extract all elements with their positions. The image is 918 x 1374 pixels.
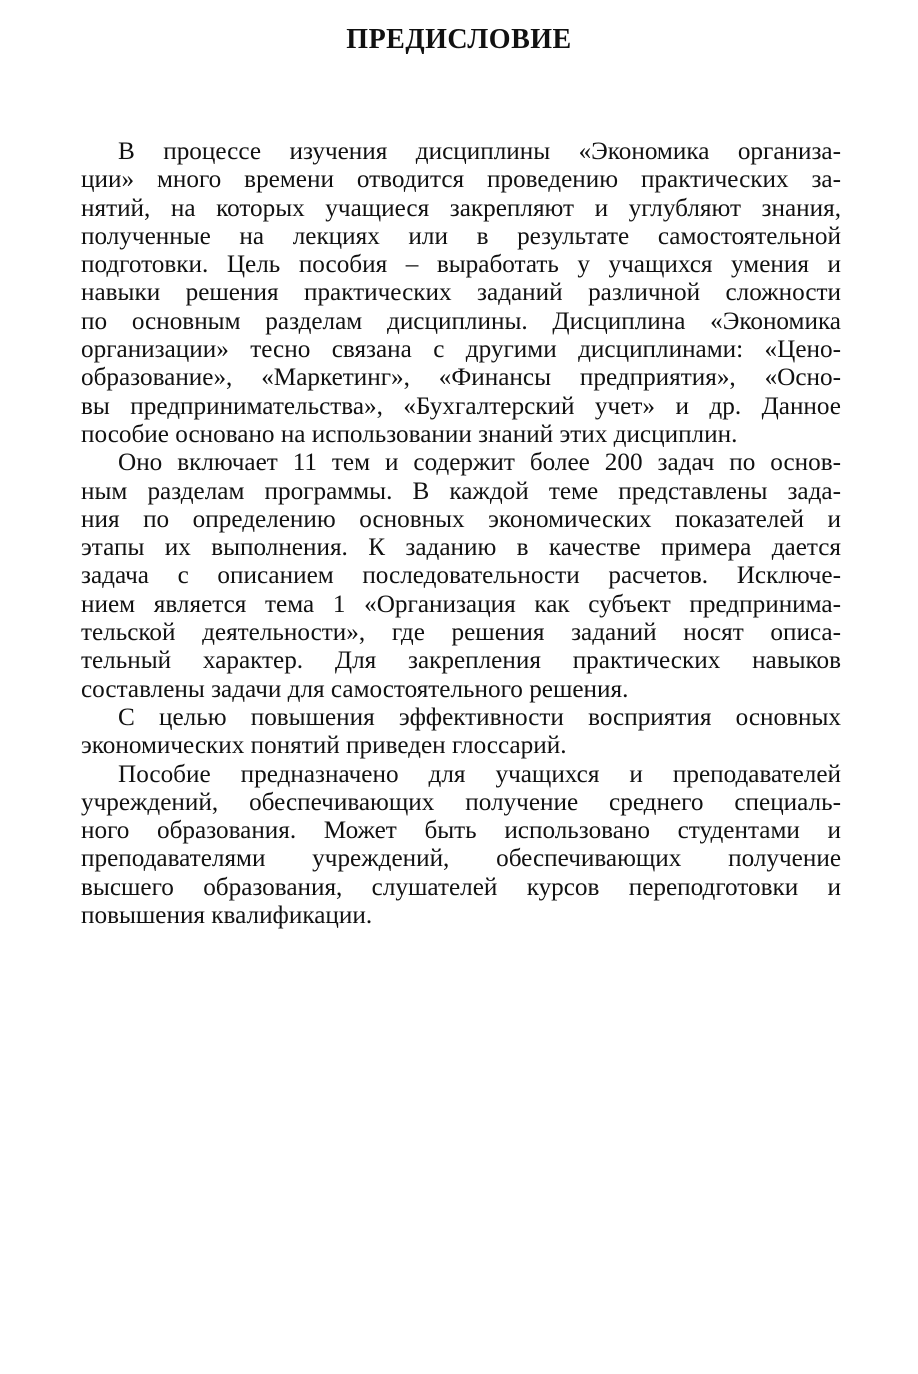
text-line: навыки решения практических заданий различной сложности bbox=[81, 279, 841, 307]
text-line: образование», «Маркетинг», «Финансы предприятия», «Осно- bbox=[81, 364, 841, 392]
text-line: С целью повышения эффективности восприятия основных bbox=[118, 703, 841, 731]
paragraph bbox=[81, 761, 841, 931]
text-line: нятий, на которых учащиеся закрепляют и углубляют знания, bbox=[81, 194, 841, 222]
text-line: ции» много времени отводится проведению практических за- bbox=[81, 166, 841, 194]
body-text bbox=[81, 138, 841, 930]
text-line: тельный характер. Для закрепления практических навыков bbox=[81, 647, 841, 675]
paragraph bbox=[81, 138, 841, 449]
text-line: этапы их выполнения. К заданию в качестве примера дается bbox=[81, 534, 841, 562]
text-line: Пособие предназначено для учащихся и преподавателей bbox=[118, 760, 841, 788]
text-line: составлены задачи для самостоятельного решения. bbox=[81, 675, 629, 703]
text-line: пособие основано на использовании знаний этих дисциплин. bbox=[81, 420, 738, 448]
text-line: экономических понятий приведен глоссарий. bbox=[81, 732, 567, 760]
text-line: преподавателями учреждений, обеспечивающих получение bbox=[81, 845, 841, 873]
text-line: подготовки. Цель пособия – выработать у учащихся умения и bbox=[81, 251, 841, 279]
text-line: повышения квалификации. bbox=[81, 902, 373, 930]
text-line: полученные на лекциях или в результате самостоятельной bbox=[81, 222, 841, 250]
text-line: ного образования. Может быть использовано студентами и bbox=[81, 817, 841, 845]
paragraph bbox=[81, 704, 841, 761]
text-line: ния по определению основных экономических показателей и bbox=[81, 505, 841, 533]
paragraph bbox=[81, 449, 841, 704]
text-line: по основным разделам дисциплины. Дисциплина «Экономика bbox=[81, 307, 841, 335]
page-title: ПРЕДИСЛОВИЕ bbox=[346, 24, 572, 55]
text-line: В процессе изучения дисциплины «Экономика организа- bbox=[118, 138, 841, 165]
text-line: задача с описанием последовательности расчетов. Исключе- bbox=[81, 562, 841, 590]
text-line: нием является тема 1 «Организация как субъект предпринима- bbox=[81, 590, 841, 618]
text-line: ным разделам программы. В каждой теме представлены зада- bbox=[81, 477, 841, 505]
text-line: Оно включает 11 тем и содержит более 200 задач по основ- bbox=[118, 449, 841, 477]
text-line: вы предпринимательства», «Бухгалтерский учет» и др. Данное bbox=[81, 392, 841, 420]
text-line: учреждений, обеспечивающих получение среднего специаль- bbox=[81, 788, 841, 816]
text-line: высшего образования, слушателей курсов переподготовки и bbox=[81, 873, 841, 901]
text-line: тельской деятельности», где решения заданий носят описа- bbox=[81, 619, 841, 647]
text-line: организации» тесно связана с другими дисциплинами: «Цено- bbox=[81, 336, 841, 364]
